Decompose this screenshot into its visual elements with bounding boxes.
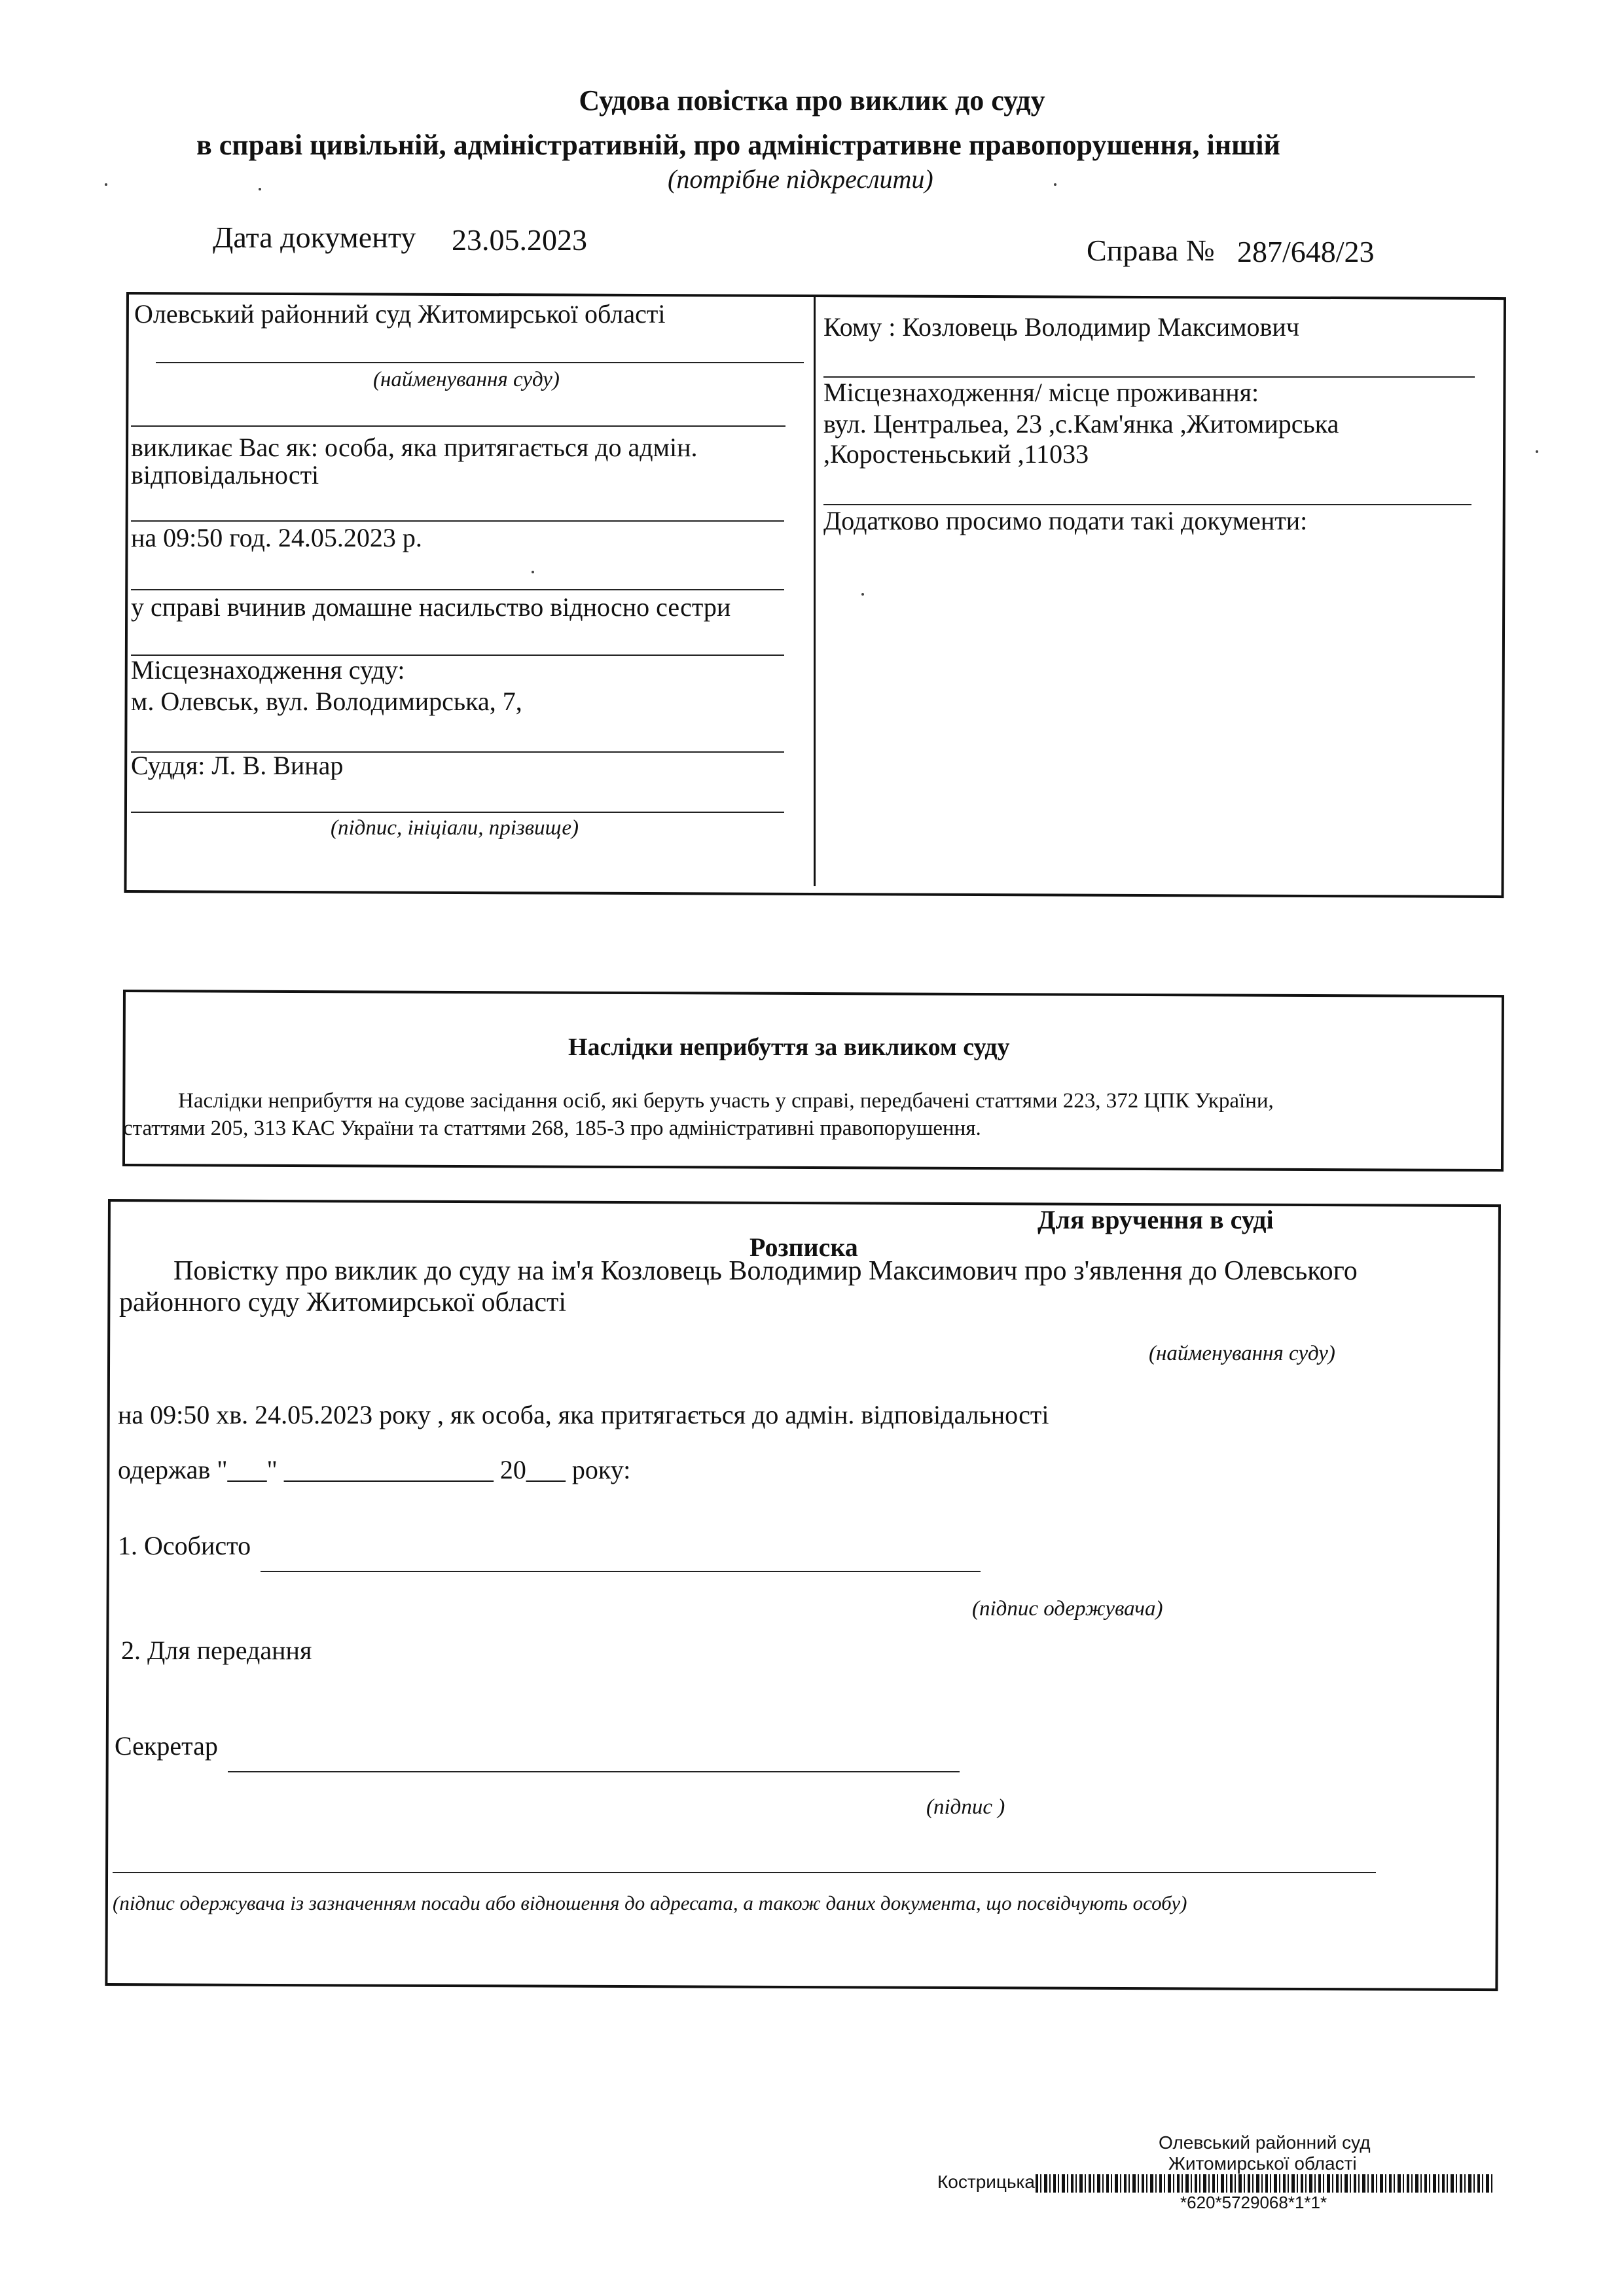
secretary-signature-caption: (підпис ): [926, 1795, 1005, 1819]
case-number-label: Справа №: [1087, 234, 1215, 267]
consequences-text-line1: Наслідки неприбуття на судове засідання осіб, які беруть участь у справі, передбачені статтями 223, 372 ЦПК України,: [178, 1089, 1274, 1113]
extra-documents-label: Додатково просимо подати такі документи:: [823, 506, 1308, 535]
underline-note: (потрібне підкреслити): [668, 164, 933, 194]
transfer-label: 2. Для передання: [121, 1636, 312, 1665]
document-date-value: 23.05.2023: [452, 223, 587, 257]
document-subtitle: в справі цивільній, адміністративній, про адміністративне правопорушення, іншій: [196, 129, 1280, 161]
judge-caption: (підпис, ініціали, прізвище): [331, 816, 579, 840]
received-date-line: одержав "___" ________________ 20___ року:: [118, 1455, 631, 1484]
receipt-text-line1: Повістку про виклик до суду на ім'я Козловець Володимир Максимович про з'явлення до Олевського: [173, 1256, 1358, 1286]
judge-signature-line: [131, 812, 784, 813]
role-line: [131, 520, 784, 522]
hearing-time: на 09:50 год. 24.05.2023 р.: [131, 523, 422, 552]
recipient-address-line2: ,Коростеньський ,11033: [823, 439, 1089, 469]
secretary-label: Секретар: [115, 1731, 218, 1761]
stamp-court-line2: Житомирської області: [1168, 2153, 1357, 2174]
summons-role-line1: викликає Вас як: особа, яка притягається до адмін.: [131, 433, 698, 462]
bottom-signature-caption: (підпис одержувача із зазначенням посади або відношення до адресата, а також даних документа, що посвідчують особу): [113, 1892, 1187, 1914]
consequences-title: Наслідки неприбуття за викликом суду: [568, 1033, 1010, 1061]
case-subject: у справі вчинив домашне насильство відносно сестри: [131, 592, 731, 622]
recipient-address-line1: вул. Центральеа, 23 ,с.Кам'янка ,Житомирська: [823, 409, 1339, 439]
recipient-signature-caption: (підпис одержувача): [972, 1597, 1163, 1621]
personally-label: 1. Особисто: [118, 1531, 251, 1560]
case-number-value: 287/648/23: [1237, 235, 1375, 268]
scan-speck: [532, 571, 534, 573]
summons-table-divider: [814, 296, 816, 886]
court-location-label: Місцезнаходження суду:: [131, 655, 405, 685]
secretary-signature-line: [228, 1771, 960, 1772]
scan-speck: [1054, 183, 1056, 186]
receipt-text-line2: районного суду Житомирської області: [119, 1287, 567, 1318]
court-name: Олевський районний суд Житомирської області: [134, 299, 666, 329]
document-title: Судова повістка про виклик до суду: [579, 84, 1045, 117]
document-date-label: Дата документу: [213, 221, 416, 254]
scan-speck: [1536, 450, 1538, 453]
scan-speck: [105, 183, 107, 186]
judge-line: Суддя: Л. В. Винар: [131, 751, 344, 780]
summons-role-line2: відповідальності: [131, 460, 319, 490]
receipt-time-line: на 09:50 хв. 24.05.2023 року , як особа, яка притягається до адмін. відповідальності: [118, 1400, 1049, 1429]
consequences-box: [122, 990, 1504, 1172]
court-name-caption: (найменування суду): [373, 368, 560, 391]
bottom-signature-line: [113, 1872, 1376, 1873]
court-name-line: [156, 362, 804, 363]
barcode: [1036, 2174, 1494, 2193]
consequences-text-line2: статтями 205, 313 КАС України та статтями 268, 185-3 про адміністративні правопорушення.: [123, 1117, 981, 1140]
stamp-court-line1: Олевський районний суд: [1159, 2132, 1371, 2153]
recipient-name: Кому : Козловець Володимир Максимович: [823, 312, 1299, 342]
receipt-court-caption: (найменування суду): [1149, 1342, 1335, 1365]
court-location-value: м. Олевськ, вул. Володимирська, 7,: [131, 687, 522, 716]
time-line: [131, 589, 784, 590]
receipt-title: Розписка: [749, 1232, 858, 1262]
scan-speck: [861, 593, 864, 596]
stamp-operator: Кострицька: [937, 2172, 1035, 2192]
barcode-text: *620*5729068*1*1*: [1180, 2193, 1327, 2212]
recipient-address-label: Місцезнаходження/ місце проживання:: [823, 378, 1259, 407]
personally-signature-line: [261, 1571, 981, 1572]
scan-speck: [259, 188, 261, 190]
caption-line: [131, 425, 785, 427]
for-court-label: Для вручення в суді: [1038, 1205, 1274, 1234]
